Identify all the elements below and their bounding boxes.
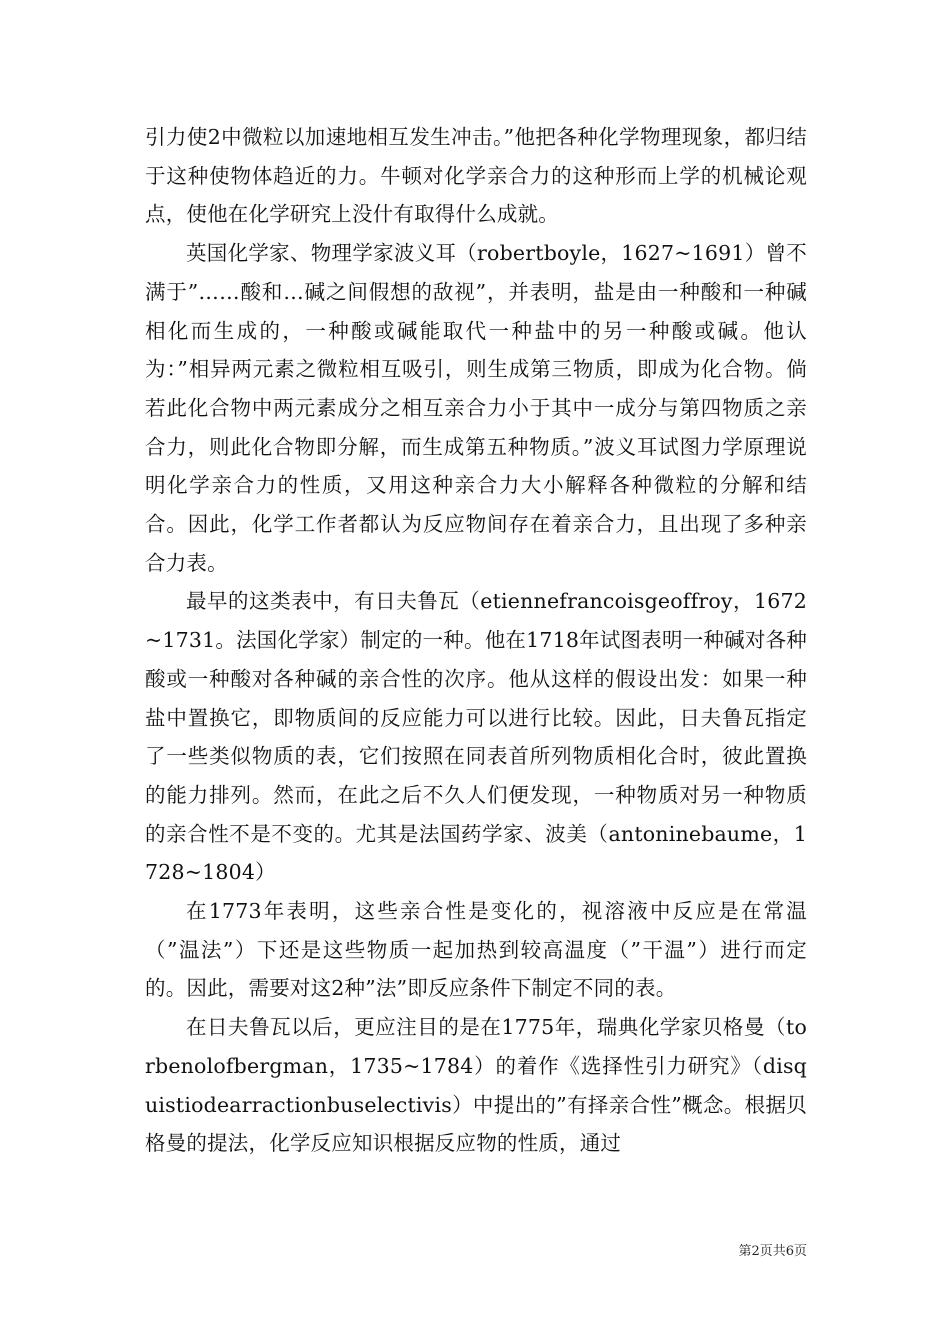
paragraph-4: 在1773年表明，这些亲合性是变化的，视溶液中反应是在常温（”温法”）下还是这些物质一起加热到较高温度（”干温”）进行而定的。因此，需要对这2种”法”即反应条件下制定不同的表。: [145, 899, 807, 1001]
paragraph-3: 最早的这类表中，有日夫鲁瓦（etiennefrancoisgeoffroy，1672~1731。法国化学家）制定的一种。他在1718年试图表明一种碱对各种酸或一种酸对各种碱的亲合性的次序。他从这样的假设出发：如果一种盐中置换它，即物质间的反应能力可以进行比较。因此，日夫鲁瓦指定了一些类似物质的表，它们按照在同表首所列物质相化合时，彼此置换的能力排列。然而，在此之后不久人们便发现，一种物质对另一种物质的亲合性不是不变的。尤其是法国药学家、波美（antoninebaume，1728~1804）: [145, 589, 807, 885]
paragraph-1: 引力使2中微粒以加速地相互发生冲击。”他把各种化学物理现象，都归结于这种使物体趋近的力。牛顿对化学亲合力的这种形而上学的机械论观点，使他在化学研究上没什有取得什么成就。: [145, 125, 807, 227]
paragraph-2: 英国化学家、物理学家波义耳（robertboyle，1627~1691）曾不满于”……酸和…碱之间假想的敌视”，并表明，盐是由一种酸和一种碱相化而生成的，一种酸或碱能取代一种盐中的另一种酸或碱。他认为：”相异两元素之微粒相互吸引，则生成第三物质，即成为化合物。倘若此化合物中两元素成分之相互亲合力小于其中一成分与第四物质之亲合力，则此化合物即分解，而生成第五种物质。”波义耳试图力学原理说明化学亲合力的性质，又用这种亲合力大小解释各种微粒的分解和结合。因此，化学工作者都认为反应物间存在着亲合力，且出现了多种亲合力表。: [145, 241, 807, 575]
page-number-footer: 第2页共6页: [738, 1244, 807, 1259]
paragraph-5: 在日夫鲁瓦以后，更应注目的是在1775年，瑞典化学家贝格曼（torbenolofbergman，1735~1784）的着作《选择性引力研究》（disquistiodearractionbuselectivis）中提出的”有择亲合性”概念。根据贝格曼的提法，化学反应知识根据反应物的性质，通过: [145, 1015, 807, 1156]
body-text: [145, 118, 807, 1163]
